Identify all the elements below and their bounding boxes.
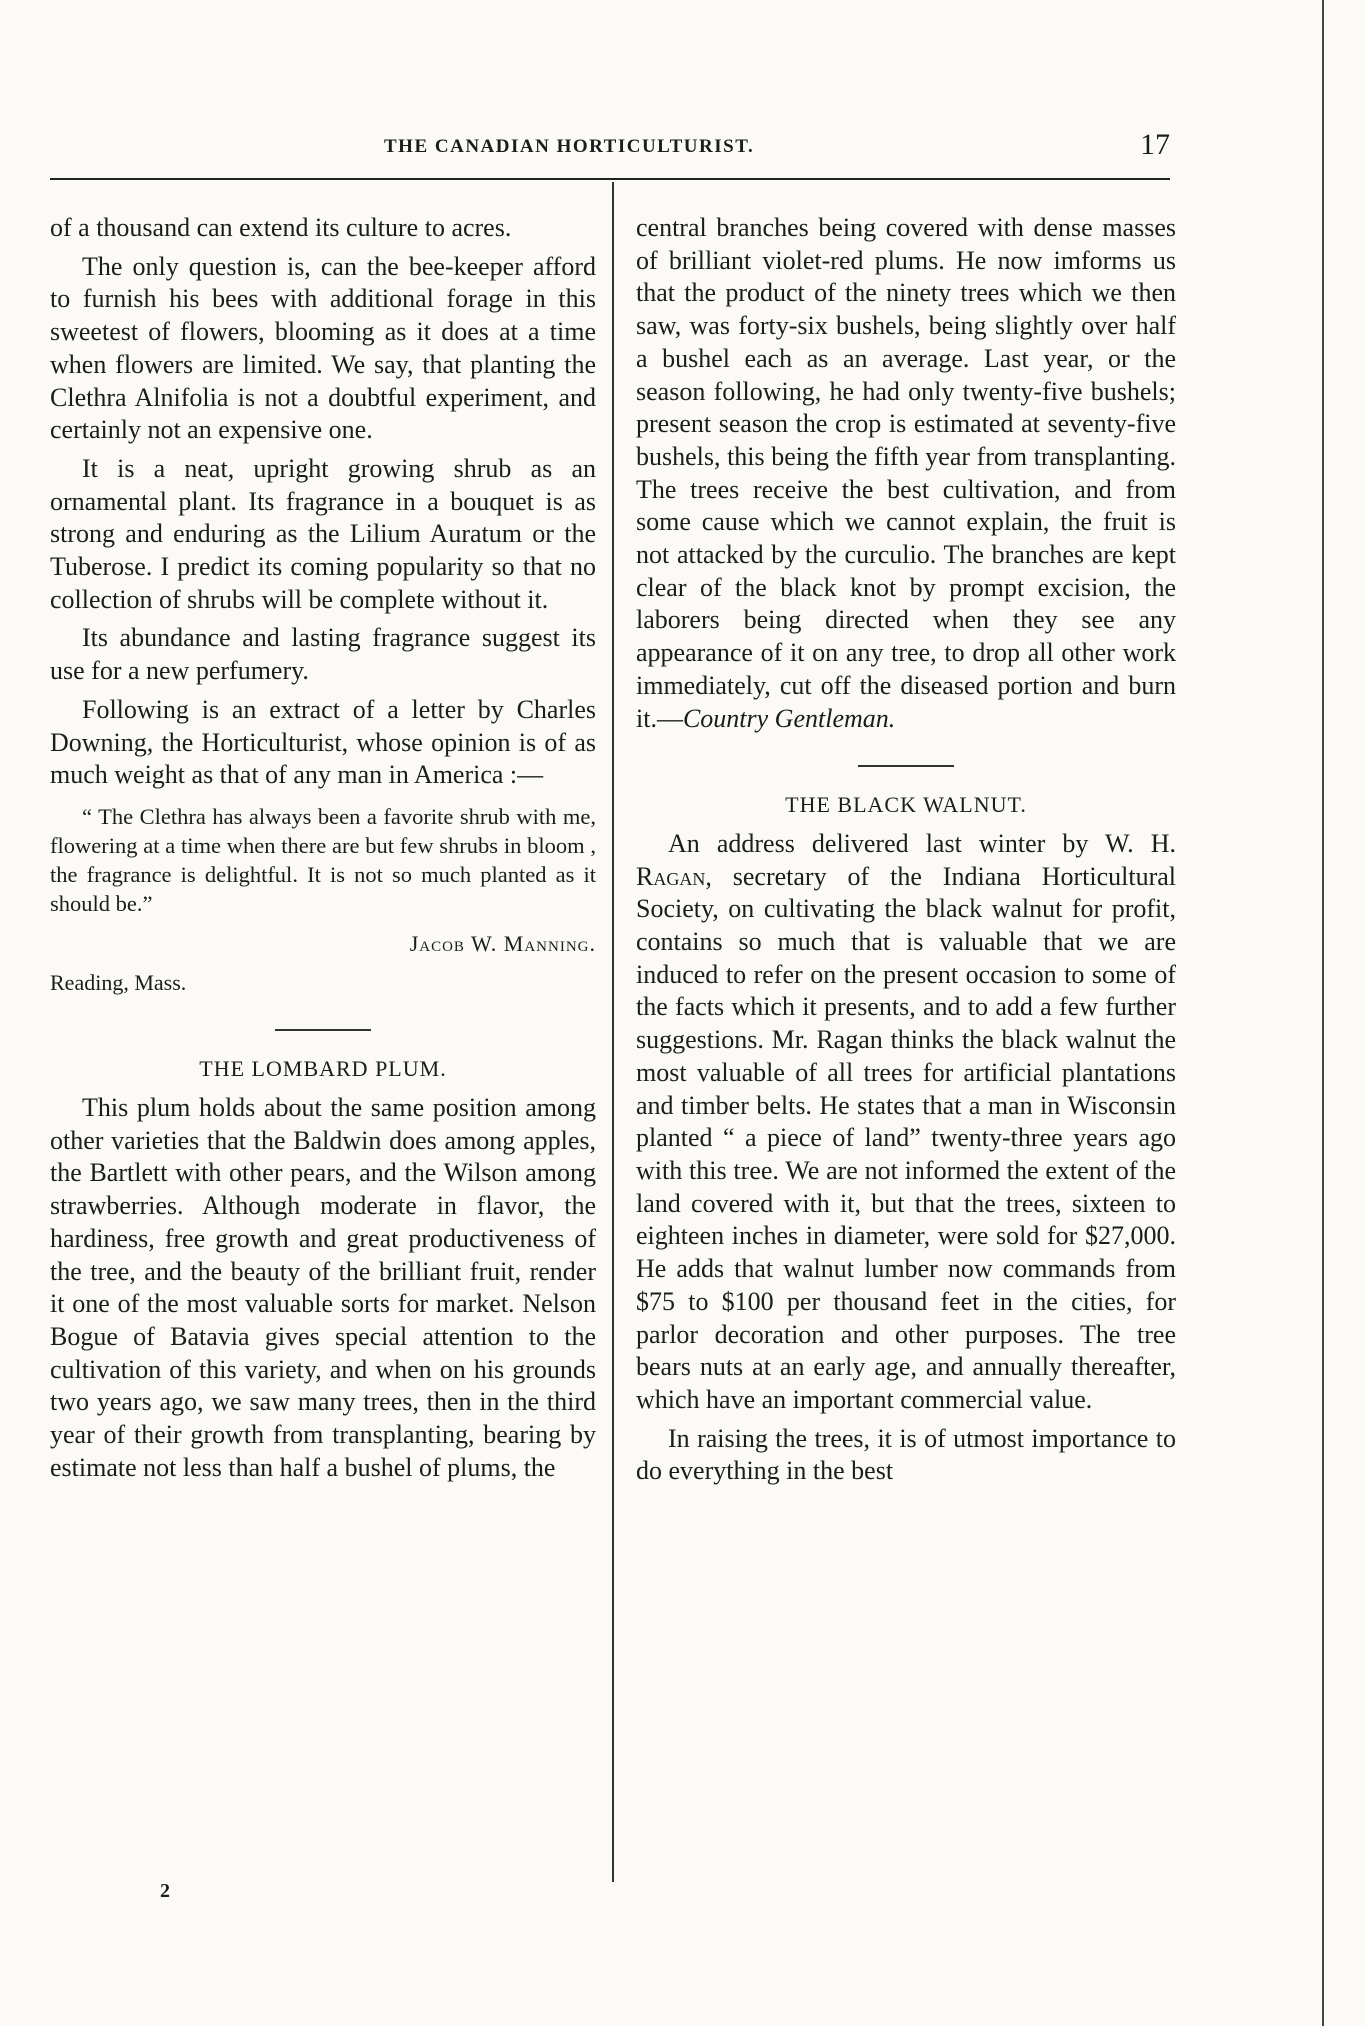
- quotation: “ The Clethra has always been a favorite shrub with me, flowering at a time when there are but few shrubs in bloom , the fragrance is delightful. It is not so much planted as it should be.”: [50, 803, 596, 916]
- signature-mark: 2: [160, 1880, 170, 1902]
- paragraph: of a thousand can extend its culture to acres.: [50, 213, 512, 242]
- paragraph: This plum holds about the same position among other varieties that the Baldwin does among apples, the Bartlett with other pears, and the Wilson among strawberries. Although moderate in flavor, the hardiness, free growth and great productiveness of the tree, and the beauty of the brilliant fruit, render it one of the most valuable sorts for market. Nelson Bogue of Batavia gives special attention to the cultivation of this variety, and when on his grounds two years ago, we saw many trees, then in the third year of their growth from transplanting, bearing by estimate not less than half a bushel of plums, the: [50, 1093, 596, 1482]
- paragraph: Following is an extract of a letter by Charles Downing, the Horticulturist, whose opinion is of as much weight as that of any man in America :—: [50, 694, 596, 790]
- person-name: Ragan: [636, 861, 706, 891]
- author-signature: Jacob W. Manning.: [409, 930, 596, 956]
- paragraph-text: central branches being covered with dense masses of brilliant violet-red plums. He now imforms us that the product of the ninety trees which we then saw, was forty-six bushels, being slightly over half a bushel each as an average. Last year, or the season following, he had only twenty-five bushels; present season the crop is estimated at seventy-five bushels, this being the fifth year from transplanting. The trees receive the best cultivation, and from some cause which we cannot explain, the fruit is not attacked by the curculio. The branches are kept clear of the black knot by prompt excision, the laborers being directed when they see any appearance of it on any tree, to drop all other work immediately, cut off the diseased portion and burn it.—: [636, 213, 1176, 733]
- paragraph-text: An address delivered last winter by W. H.: [668, 828, 1176, 858]
- source-citation: Country Gentleman.: [682, 703, 896, 733]
- right-column: [636, 212, 1176, 1488]
- paragraph: It is a neat, upright growing shrub as an ornamental plant. Its fragrance in a bouquet is as strong and enduring as the Lilium Auratum or the Tuberose. I predict its coming popularity so that no collection of shrubs will be complete without it.: [50, 453, 596, 614]
- running-title: THE CANADIAN HORTICULTURIST.: [384, 136, 755, 157]
- section-heading-black-walnut: THE BLACK WALNUT.: [785, 792, 1027, 818]
- paragraph: The only question is, can the bee-keeper afford to furnish his bees with additional forage in this sweetest of flowers, blooming as it does at a time when flowers are limited. We say, that planting the Clethra Alnifolia is not a doubtful experiment, and certainly not an expensive one.: [50, 251, 596, 445]
- section-rule: [275, 1029, 371, 1031]
- page-number: 17: [1140, 128, 1170, 161]
- page-header: [50, 128, 1170, 168]
- column-divider: [612, 182, 614, 1882]
- paragraph: Its abundance and lasting fragrance suggest its use for a new perfumery.: [50, 623, 596, 686]
- section-heading-lombard-plum: THE LOMBARD PLUM.: [199, 1056, 447, 1082]
- header-rule: [50, 178, 1170, 180]
- paragraph: [636, 828, 1176, 1417]
- paragraph-text: , secretary of the Indiana Horticultural Society, on cultivating the black walnut for profit, contains so much that is valuable that we are induced to refer on the present occasion to some of the facts which it presents, and to add a few further suggestions. Mr. Ragan thinks the black walnut the most valuable of all trees for artificial plantations and timber belts. He states that a man in Wisconsin planted “ a piece of land” twenty-three years ago with this tree. We are not informed the extent of the land covered with it, but that the trees, sixteen to eighteen inches in diameter, were sold for $27,000. He adds that walnut lumber now commands from $75 to $100 per thousand feet in the cities, for parlor decoration and other purposes. The tree bears nuts at an early age, and annually thereafter, which have an important commercial value.: [636, 861, 1176, 1414]
- left-column: [50, 212, 596, 1485]
- author-place: Reading, Mass.: [50, 969, 187, 995]
- paragraph: [636, 212, 1176, 735]
- section-rule: [858, 765, 954, 767]
- page-edge-line: [1322, 0, 1324, 2026]
- paragraph: In raising the trees, it is of utmost importance to do everything in the best: [636, 1423, 1176, 1486]
